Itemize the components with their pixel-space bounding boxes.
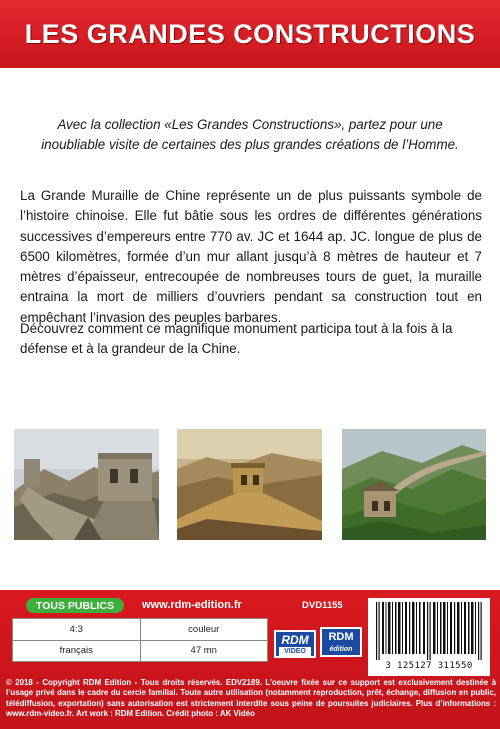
website-link[interactable]: www.rdm-edition.fr: [142, 599, 242, 611]
specs-row: [13, 640, 268, 662]
description-paragraph-1: La Grande Muraille de Chine représente un de plus puissants symbole de l’histoire chinoise. Elle fut bâtie sous les ordres de différentes générations successives d’empereurs entre 770 av. JC et 1644 ap. JC. longue de plus de 6500 kilomètres, formée d’un mur allant jusqu’à 8 mètres de hauteur et 7 mètres d’épaisseur, entrecoupée de nombreuses tours de guet, la muraille entraina la mort de milliers d’ouvriers pendant sa construction tout en empêchant l’invasion des peuples barbares.: [20, 188, 482, 325]
rdm-video-logo: [274, 630, 316, 658]
legal-notice: © 2018 - Copyright RDM Edition - Tous droits réservés. EDV2189. L’oeuvre fixée sur ce support est exclusivement destinée à l’usage privé dans le cadre du cercle familial. Toute autre utilisation (notamment reproduction, prêt, échange, diffusion en public, télédiffusion, exportation) sans autorisation est strictement interdite sous peine de poursuites judiciaires. Plus d’informations : www.rdm-video.fr. Art work : RDM Edition. Crédit photo : AK Vidéo: [6, 678, 496, 718]
format-cell: 4:3: [13, 619, 141, 641]
header-banner: [0, 0, 500, 68]
specs-table: [12, 618, 268, 662]
page-title: LES GRANDES CONSTRUCTIONS: [24, 18, 476, 49]
barcode-icon: [374, 602, 484, 660]
great-wall-photo-2: [177, 429, 322, 540]
duration-cell: 47 mn: [140, 640, 268, 662]
language-cell: français: [13, 640, 141, 662]
description-paragraph-2: Découvrez comment ce magnifique monument participa tout à la fois à la défense et à la grandeur de la Chine.: [20, 321, 453, 357]
rdm-video-logo-bottom: VIDEO: [279, 647, 311, 656]
rdm-video-logo-top: RDM: [281, 633, 309, 647]
great-wall-photo-3: [342, 429, 486, 540]
barcode-digits: 3 125127 311550: [385, 661, 473, 671]
rdm-edition-logo-bottom: édition: [329, 646, 353, 653]
rdm-edition-logo-top: RDM: [328, 631, 354, 643]
intro-text: Avec la collection «Les Grandes Constructions», partez pour une inoubliable visite de certaines des plus grandes créations de l’Homme.: [41, 117, 459, 152]
audience-badge: TOUS PUBLICS: [26, 598, 124, 613]
rdm-edition-logo: [320, 627, 362, 657]
product-reference: DVD1155: [302, 600, 343, 611]
great-wall-photo-1: [14, 429, 159, 540]
footer-panel: [0, 590, 500, 729]
specs-row: [13, 619, 268, 641]
barcode: [368, 598, 490, 676]
color-cell: couleur: [140, 619, 268, 641]
